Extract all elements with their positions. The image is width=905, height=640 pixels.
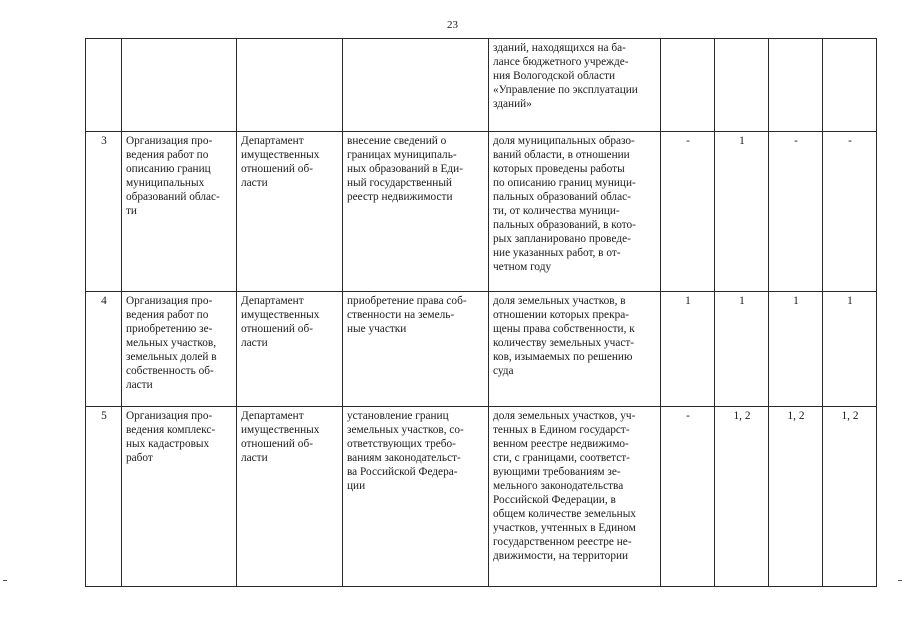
- value-cell-4: [823, 39, 877, 132]
- table-row: [86, 292, 877, 407]
- table-row: [86, 132, 877, 292]
- result-cell: [343, 292, 489, 407]
- executor-cell: [237, 407, 343, 587]
- event-cell: [122, 407, 237, 587]
- event-cell: [122, 132, 237, 292]
- value-cell-2: [715, 407, 769, 587]
- result-cell-text: внесение сведений о границах муниципаль- ных образований в Еди- ный государственный реестр недвижимости: [347, 135, 463, 203]
- event-cell-text: Организация про- ведения работ по приобретению зе- мельных участков, земельных долей в собственность об- ласти: [126, 295, 217, 391]
- event-cell: [122, 39, 237, 132]
- value-text: 1: [685, 295, 691, 307]
- value-text: 1: [739, 295, 745, 307]
- value-cell-2: [715, 39, 769, 132]
- row-number: [86, 407, 122, 587]
- value-text: -: [686, 410, 690, 422]
- value-text: 1, 2: [841, 410, 859, 422]
- program-table: [85, 38, 877, 587]
- indicator-cell-text: доля земельных участков, в отношении которых прекра- щены права собственности, к количеству земельных участ- ков, изымаемых по решению суда: [493, 295, 635, 377]
- value-cell-3: [769, 132, 823, 292]
- indicator-cell: [489, 39, 661, 132]
- executor-cell-text: Департамент имущественных отношений об- ласти: [241, 135, 320, 189]
- result-cell-text: приобретение права соб- ственности на земель- ные участки: [347, 295, 467, 335]
- table-row: [86, 39, 877, 132]
- executor-cell: [237, 132, 343, 292]
- value-text: -: [848, 135, 852, 147]
- value-cell-1: [661, 132, 715, 292]
- result-cell: [343, 132, 489, 292]
- value-text: 1, 2: [787, 410, 805, 422]
- executor-cell: [237, 292, 343, 407]
- value-text: -: [794, 135, 798, 147]
- value-cell-1: [661, 407, 715, 587]
- value-cell-1: [661, 39, 715, 132]
- value-text: -: [686, 135, 690, 147]
- table-body: [86, 39, 877, 587]
- scan-mark-left: [3, 580, 7, 581]
- executor-cell: [237, 39, 343, 132]
- row-number: [86, 292, 122, 407]
- executor-cell-text: Департамент имущественных отношений об- ласти: [241, 295, 320, 349]
- value-text: 1: [739, 135, 745, 147]
- row-number-text: 3: [101, 135, 107, 147]
- result-cell: [343, 407, 489, 587]
- value-text: 1, 2: [733, 410, 751, 422]
- indicator-cell: [489, 407, 661, 587]
- result-cell: [343, 39, 489, 132]
- row-number-text: 4: [101, 295, 107, 307]
- scan-mark-right: [898, 580, 902, 581]
- value-cell-3: [769, 292, 823, 407]
- indicator-cell-text: доля земельных участков, уч- тенных в Едином государст- венном реестре недвижимо- сти, с границами, соответст- вующими требованиям зе- мельного законодательства Российской Федерации, в общем количестве земельных участков, учтенных в Едином государственном реестре не- движимости, на территории: [493, 410, 636, 562]
- indicator-cell: [489, 292, 661, 407]
- executor-cell-text: Департамент имущественных отношений об- ласти: [241, 410, 320, 464]
- value-cell-4: [823, 407, 877, 587]
- row-number-text: 5: [101, 410, 107, 422]
- result-cell-text: установление границ земельных участков, со- ответствующих требо- ваниям законодательст- ва Российской Федера- ции: [347, 410, 464, 492]
- value-cell-4: [823, 292, 877, 407]
- indicator-cell-text: зданий, находящихся на ба- лансе бюджетного учрежде- ния Вологодской области «Управление по эксплуатации зданий»: [493, 42, 638, 110]
- value-cell-2: [715, 292, 769, 407]
- value-cell-3: [769, 407, 823, 587]
- value-text: 1: [847, 295, 853, 307]
- page-number: 23: [447, 19, 458, 31]
- event-cell: [122, 292, 237, 407]
- value-cell-3: [769, 39, 823, 132]
- row-number: [86, 132, 122, 292]
- value-cell-4: [823, 132, 877, 292]
- event-cell-text: Организация про- ведения комплекс- ных кадастровых работ: [126, 410, 216, 464]
- event-cell-text: Организация про- ведения работ по описанию границ муниципальных образований облас- ти: [126, 135, 220, 217]
- value-cell-2: [715, 132, 769, 292]
- row-number: [86, 39, 122, 132]
- value-text: 1: [793, 295, 799, 307]
- indicator-cell-text: доля муниципальных образо- ваний области, в отношении которых проведены работы по описанию границ муници- пальных образований облас- ти, от количества муници- пальных образований, в кото- рых запланировано проведе- ние указанных работ, в от- четном году: [493, 135, 636, 273]
- indicator-cell: [489, 132, 661, 292]
- value-cell-1: [661, 292, 715, 407]
- table-row: [86, 407, 877, 587]
